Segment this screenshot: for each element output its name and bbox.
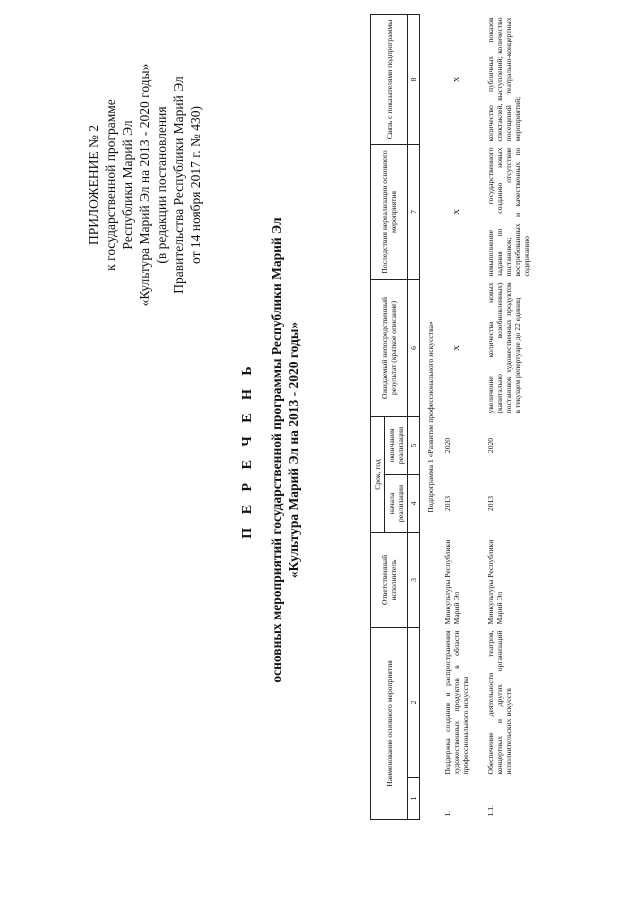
row-consequences: невыполнение государственного задания по созданию новых постановок; отсутствие востребованных и качественных по содержанию bbox=[486, 147, 531, 277]
col-header-consequences: Последствия нереализации основного мероприятия bbox=[371, 144, 408, 279]
col-header-name: Наименование основного мероприятия bbox=[371, 628, 408, 820]
row-result: увеличение количества новых (капитально возобновленных) постановок художественных продуктов в текущем репертуаре до 22 единиц bbox=[486, 282, 522, 414]
col-header-start: начала реализации bbox=[385, 475, 408, 533]
title-line: основных мероприятий государственной программы Республики Марий Эл bbox=[269, 217, 284, 683]
col-header-link: Связь с показателями подпрограммы bbox=[371, 14, 408, 144]
appendix-line: Республики Марий Эл bbox=[120, 120, 135, 250]
col-header-result: Ожидаемый непосредственный результат (краткое описание) bbox=[371, 279, 408, 416]
col-header-end: окончания реализации bbox=[385, 416, 408, 474]
row-end: 2020 bbox=[443, 437, 452, 454]
table-row bbox=[472, 14, 533, 819]
subprogram-title: Подпрограмма 1 «Развитие профессионального искусства» bbox=[426, 321, 435, 513]
row-start: 2013 bbox=[443, 495, 452, 512]
column-number: 8 bbox=[408, 14, 420, 144]
table-row bbox=[441, 14, 472, 819]
row-name: Поддержка создания и распространения художественных продуктов в области профессионального искусства bbox=[443, 630, 470, 775]
row-executor: Минкультуры Республики Марий Эл bbox=[443, 539, 461, 625]
appendix-line: от 14 ноября 2017 г. № 430) bbox=[188, 106, 203, 264]
col-header-term: Срок, год bbox=[371, 416, 385, 532]
subprogram-row bbox=[420, 14, 442, 819]
col-header-executor: Ответственный исполнитель bbox=[371, 533, 408, 628]
document-title bbox=[240, 115, 302, 785]
measures-table bbox=[370, 14, 533, 820]
row-link: X bbox=[452, 76, 461, 83]
row-number: 1.1. bbox=[486, 805, 495, 817]
column-numbers-row bbox=[408, 14, 420, 819]
column-number: 5 bbox=[408, 416, 420, 474]
column-number: 3 bbox=[408, 533, 420, 628]
title-line: «Культура Марий Эл на 2013 - 2020 годы» bbox=[286, 321, 301, 579]
column-number: 6 bbox=[408, 279, 420, 416]
row-end: 2020 bbox=[486, 437, 495, 454]
column-number: 1 bbox=[408, 778, 420, 820]
row-consequences: X bbox=[452, 209, 461, 215]
title-heading: П Е Р Е Ч Е Н Ь bbox=[240, 361, 255, 539]
appendix-line: «Культура Марий Эл на 2013 - 2020 годы» bbox=[137, 63, 152, 307]
row-result: X bbox=[452, 345, 461, 351]
appendix-line: Правительства Республики Марий Эл bbox=[171, 76, 186, 294]
row-link: количество публичных показов спектаклей, выступлений; количество посещений театрально-концертных мероприятий; bbox=[486, 17, 522, 142]
appendix-block bbox=[85, 35, 204, 335]
row-number: 1. bbox=[443, 810, 452, 817]
appendix-line: к государственной программе bbox=[103, 99, 118, 271]
appendix-number: ПРИЛОЖЕНИЕ № 2 bbox=[86, 124, 101, 246]
row-executor: Минкультуры Республики Марий Эл bbox=[486, 539, 504, 625]
column-number: 7 bbox=[408, 144, 420, 279]
row-start: 2013 bbox=[486, 495, 495, 512]
row-name: Обеспечение деятельности театров, концертных и других организаций исполнительских искусств bbox=[486, 630, 513, 775]
column-number: 2 bbox=[408, 628, 420, 778]
appendix-line: (в редакции постановления bbox=[154, 106, 169, 264]
column-number: 4 bbox=[408, 475, 420, 533]
